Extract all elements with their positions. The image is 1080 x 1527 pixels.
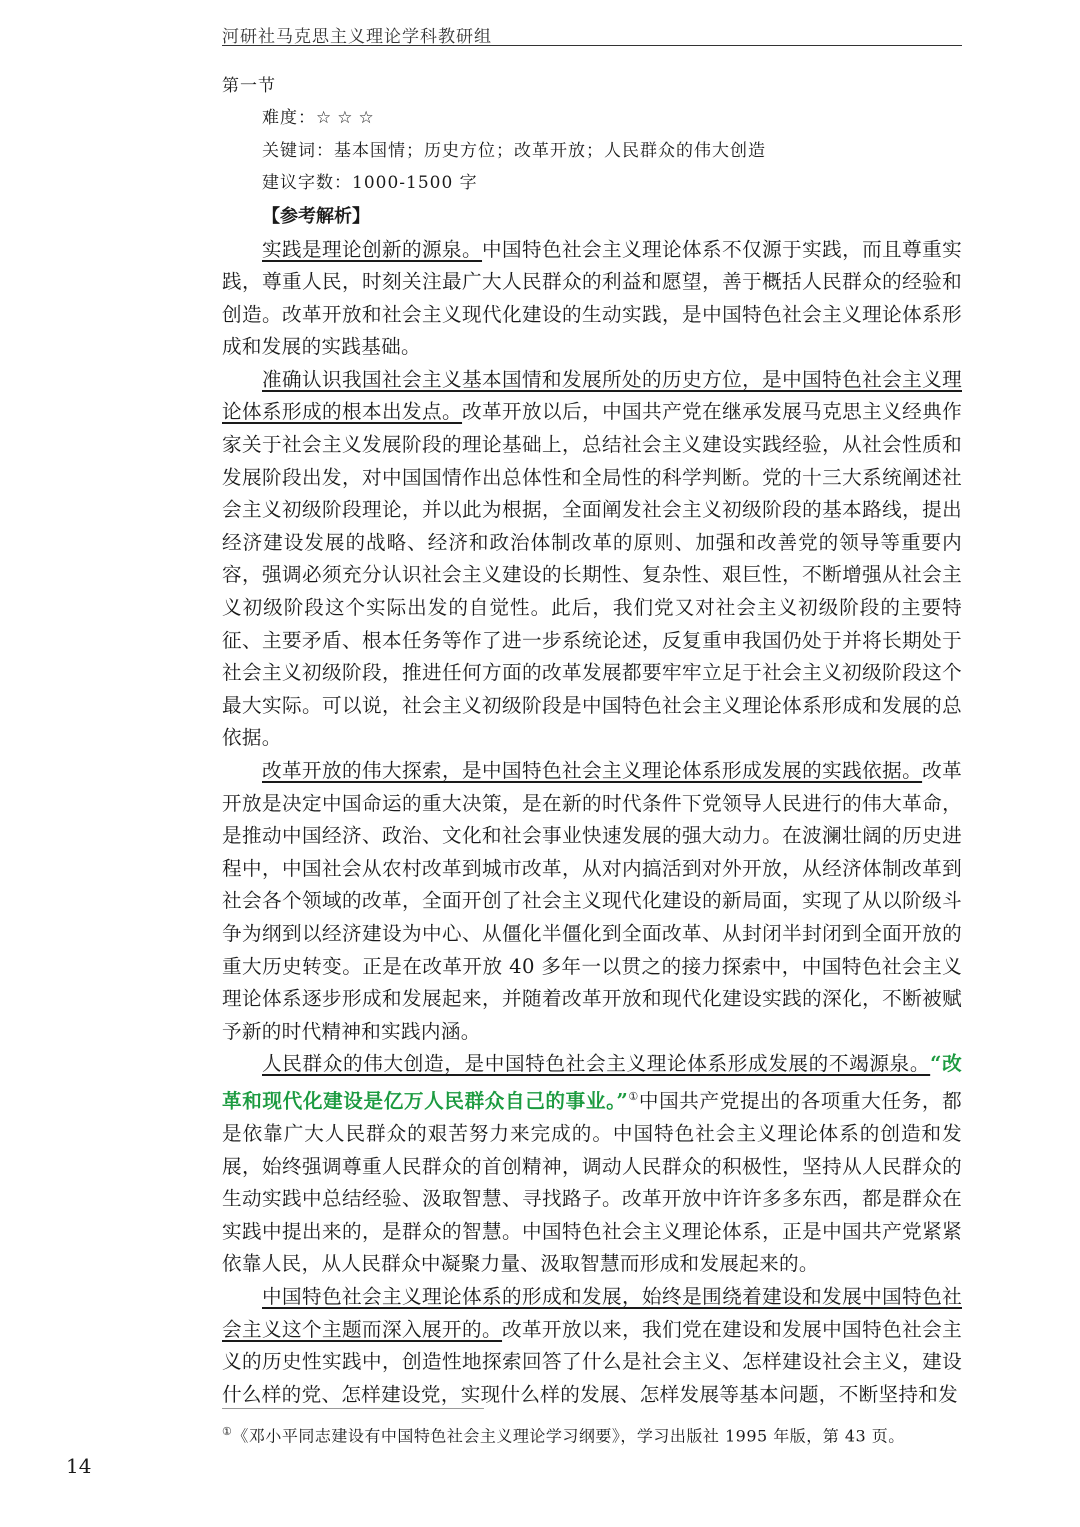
difficulty-line <box>222 102 962 135</box>
paragraph-4-topic: 人民群众的伟大创造，是中国特色社会主义理论体系形成发展的不竭源泉。 <box>262 1052 931 1076</box>
word-count-label: 建议字数： <box>262 173 352 193</box>
paragraph-5-topic: 中国特色社会主义理论体系的形成和发展，始终是围绕着建设和发展中国特色社会主义这个主题而深入展开的。 <box>222 1285 962 1341</box>
difficulty-label: 难度： <box>262 108 316 128</box>
header-rule <box>222 45 962 46</box>
paragraph-5 <box>222 1281 962 1411</box>
footnote-mark: ① <box>222 1425 233 1438</box>
paragraph-4 <box>222 1048 962 1281</box>
word-count: 1000-1500 字 <box>352 173 478 193</box>
paragraph-4-quote: “改革和现代化建设是亿万人民群众自己的事业。” <box>222 1052 962 1113</box>
paragraph-1-body: 中国特色社会主义理论体系不仅源于实践，而且尊重实践，尊重人民，时刻关注最广大人民群众的利益和愿望，善于概括人民群众的经验和创造。改革开放和社会主义现代化建设的生动实践，是中国特色社会主义理论体系形成和发展的实践基础。 <box>222 237 962 359</box>
paragraph-4-body: 中国共产党提出的各项重大任务，都是依靠广大人民群众的艰苦努力来完成的。中国特色社会主义理论体系的创造和发展，始终强调尊重人民群众的首创精神，调动人民群众的积极性，坚持从人民群众的生动实践中总结经验、汲取智慧、寻找路子。改革开放中许许多多东西，都是群众在实践中提出来的，是群众的智慧。中国特色社会主义理论体系，正是中国共产党紧紧依靠人民，从人民群众中凝聚力量、汲取智慧而形成和发展起来的。 <box>222 1089 962 1276</box>
difficulty-stars: ☆☆☆ <box>316 108 380 128</box>
paragraph-3 <box>222 755 962 1048</box>
analysis-title: 【参考解析】 <box>262 205 370 227</box>
running-header: 河研社马克思主义理论学科教研组 <box>222 27 492 47</box>
paragraph-1-topic: 实践是理论创新的源泉。 <box>262 237 483 261</box>
paragraph-1 <box>222 234 962 364</box>
footnote-reference: ① <box>628 1089 639 1103</box>
footnote-rule <box>222 1408 484 1409</box>
section-title: 第一节 <box>222 76 276 96</box>
page-number: 14 <box>66 1454 92 1478</box>
paragraph-3-body: 改革开放是决定中国命运的重大决策，是在新的时代条件下党领导人民进行的伟大革命，是推动中国经济、政治、文化和社会事业快速发展的强大动力。在波澜壮阔的历史进程中，中国社会从农村改革到城市改革，从对内搞活到对外开放，从经济体制改革到社会各个领域的改革，全面开创了社会主义现代化建设的新局面，实现了从以阶级斗争为纲到以经济建设为中心、从僵化半僵化到全面改革、从封闭半封闭到全面开放的重大历史转变。正是在改革开放 40 多年一以贯之的接力探索中，中国特色社会主义理论体系逐步形成和发展起来，并随着改革开放和现代化建设实践的深化，不断被赋予新的时代精神和实践内涵。 <box>222 759 962 1043</box>
paragraph-2-topic: 准确认识我国社会主义基本国情和发展所处的历史方位，是中国特色社会主义理论体系形成的根本出发点。 <box>222 367 962 424</box>
footnote <box>222 1420 982 1448</box>
page-content <box>222 70 962 1411</box>
paragraph-5-body: 改革开放以来，我们党在建设和发展中国特色社会主义的历史性实践中，创造性地探索回答了什么是社会主义、怎样建设社会主义，建设什么样的党、怎样建设党，实现什么样的发展、怎样发展等基本问题，不断坚持和发 <box>222 1317 962 1406</box>
paragraph-2 <box>222 364 962 755</box>
paragraph-2-body: 改革开放以后，中国共产党在继承发展马克思主义经典作家关于社会主义发展阶段的理论基础上，总结社会主义建设实践经验，从社会性质和发展阶段出发，对中国国情作出总体性和全局性的科学判断。党的十三大系统阐述社会主义初级阶段理论，并以此为根据，全面阐发社会主义初级阶段的基本路线，提出经济建设发展的战略、经济和政治体制改革的原则、加强和改善党的领导等重要内容，强调必须充分认识社会主义建设的长期性、复杂性、艰巨性，不断增强从社会主义初级阶段这个实际出发的自觉性。此后，我们党又对社会主义初级阶段的主要特征、主要矛盾、根本任务等作了进一步系统论述，反复重申我国仍处于并将长期处于社会主义初级阶段，推进任何方面的改革发展都要牢牢立足于社会主义初级阶段这个最大实际。可以说，社会主义初级阶段是中国特色社会主义理论体系形成和发展的总依据。 <box>222 400 963 750</box>
keywords-line <box>222 135 962 168</box>
paragraph-3-topic: 改革开放的伟大探索，是中国特色社会主义理论体系形成发展的实践依据。 <box>262 759 923 782</box>
word-count-line <box>222 167 962 200</box>
keywords: 基本国情；历史方位；改革开放；人民群众的伟大创造 <box>334 140 766 161</box>
keywords-label: 关键词： <box>262 140 334 161</box>
footnote-text: 《邓小平同志建设有中国特色社会主义理论学习纲要》，学习出版社 1995 年版，第 43 页。 <box>232 1426 905 1446</box>
